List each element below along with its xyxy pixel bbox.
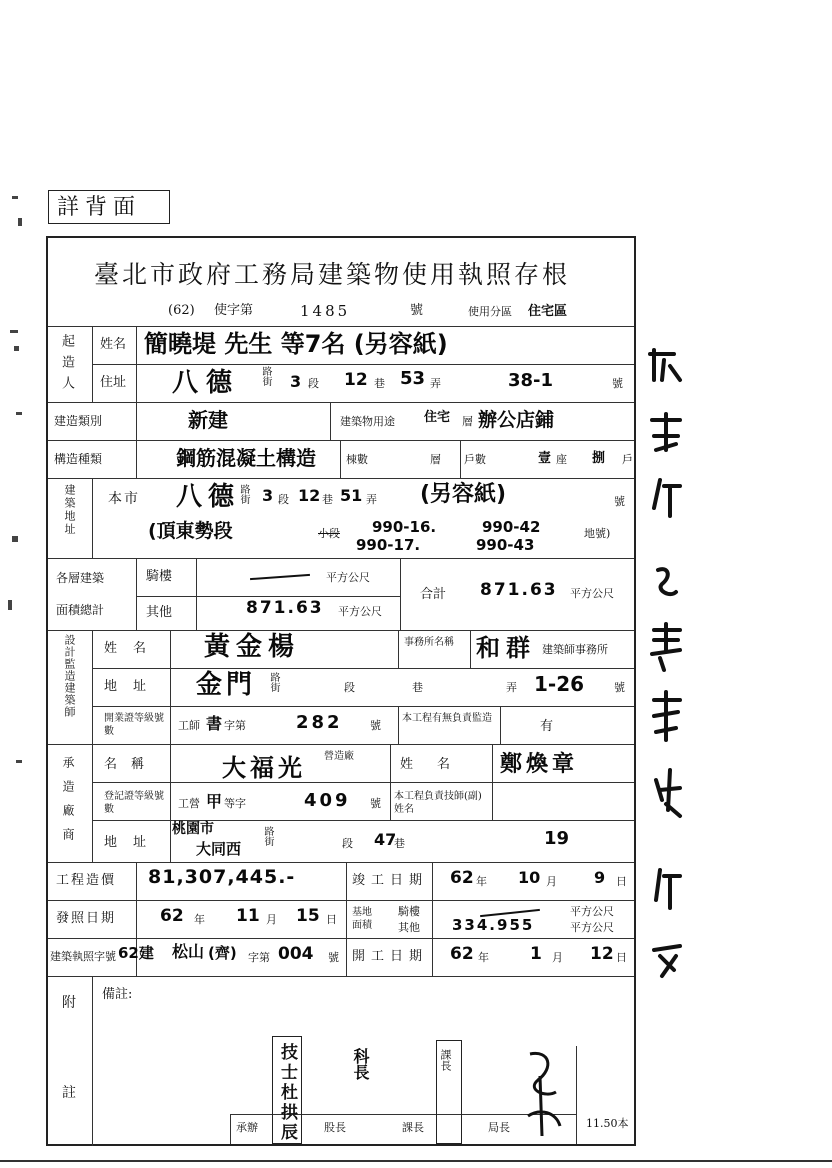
build-permit-type: (齊) (208, 944, 237, 962)
site-no-unit: 號 (614, 495, 625, 508)
designer-cert-class: 書 (206, 714, 223, 733)
site-other-label: 其他 (398, 921, 420, 934)
issue-day-unit: 日 (326, 913, 337, 926)
start-year: 62 (450, 944, 474, 964)
contractor-lane: 47 (374, 830, 397, 849)
designer-office-label: 事務所名稱 (404, 637, 454, 648)
contractor-addr-label: 地址 (104, 835, 163, 850)
site-road-unit: 路街 (238, 484, 249, 504)
footer-code: 11.50本 (586, 1117, 629, 1130)
floor-area-label1: 各層建築 (56, 571, 105, 585)
site-parcel-prefix: (頂東勢段 (148, 520, 233, 542)
issue-year: 62 (160, 906, 184, 926)
stamp-director: 課長 (436, 1040, 462, 1144)
applicant-road: 八德 (172, 368, 241, 398)
other-label: 其他 (146, 605, 173, 620)
applicant-no: 38-1 (508, 370, 554, 391)
completion-month-unit: 月 (546, 875, 557, 888)
header-tag: 詳背面 (57, 195, 142, 220)
build-permit-year: 62建 (118, 944, 154, 962)
designer-cert-unit: 號 (370, 719, 381, 732)
issue-date-label: 發照日期 (56, 911, 117, 926)
handwritten-signature (520, 1046, 570, 1142)
sign-cell1: 承辦 (236, 1121, 258, 1134)
completion-month: 10 (518, 868, 541, 887)
site-arcade-label: 騎樓 (398, 905, 420, 918)
total-unit: 平方公尺 (570, 587, 614, 600)
contractor-addr-no: 19 (544, 828, 570, 849)
site-sec-unit: 段 (278, 493, 289, 506)
applicant-lane: 12 (344, 370, 368, 390)
contractor-road-unit: 路街 (262, 826, 273, 846)
contractor-city: 桃園市 (172, 821, 214, 837)
applicant-no-unit: 號 (612, 377, 623, 390)
structure-seat-unit: 座 (556, 453, 567, 466)
sign-cell4: 局長 (488, 1121, 510, 1134)
license-suffix: 號 (410, 303, 424, 318)
start-date-label: 開工日期 (352, 949, 429, 964)
build-permit-unit: 號 (328, 951, 339, 964)
structure-households-value: 捌 (592, 451, 606, 466)
contractor-lane-unit: 巷 (394, 837, 405, 850)
designer-supervise-value: 有 (540, 719, 554, 734)
contractor-engineer-label: 本工程負責技師(副)姓名 (394, 791, 482, 815)
issue-month-unit: 月 (266, 913, 277, 926)
remarks-side-bottom: 註 (62, 1085, 76, 1101)
site-alley: 51 (340, 486, 363, 505)
contractor-name-suffix: 營造廠 (324, 751, 354, 762)
designer-name-label: 姓名 (104, 641, 163, 656)
contractor-reg-prefix: 工營 (178, 797, 200, 810)
structure-household-unit: 戶 (622, 453, 633, 466)
site-lot-label: 地號) (584, 527, 611, 540)
license-number: 1485 (300, 302, 351, 320)
site-sec: 3 (262, 486, 274, 505)
completion-day: 9 (594, 868, 606, 887)
site-unit2: 平方公尺 (570, 921, 614, 934)
zoning-value: 住宅區 (528, 304, 568, 319)
designer-cert-prefix: 工師 (178, 719, 200, 732)
contractor-person-label: 姓名 (400, 757, 475, 772)
usage-floors-label: 層 (462, 415, 473, 428)
zoning-label: 使用分區 (468, 305, 512, 318)
other-unit: 平方公尺 (338, 605, 382, 618)
site-lane: 12 (298, 486, 321, 505)
site-lots4: 990-43 (476, 536, 535, 554)
header-tag-box (48, 190, 170, 224)
completion-year: 62 (450, 868, 474, 888)
structure-households-label: 戶數 (464, 453, 486, 466)
contractor-reg-no: 409 (304, 790, 351, 811)
designer-addr-no: 1-26 (534, 672, 585, 696)
designer-cert-mid: 字第 (224, 719, 246, 732)
start-month: 1 (530, 944, 542, 964)
applicant-group-label: 起造人 (59, 334, 74, 397)
designer-addr-no-unit: 號 (614, 681, 625, 694)
total-label: 合計 (420, 587, 447, 602)
designer-office: 和群 (476, 634, 536, 662)
applicant-name: 簡曉堤 先生 等7名 (另容紙) (144, 330, 448, 358)
site-other-value: 334.955 (452, 916, 535, 934)
applicant-lane-unit: 巷 (374, 377, 385, 390)
arcade-unit: 平方公尺 (326, 571, 370, 584)
build-category-label: 建造類別 (54, 414, 103, 428)
start-year-unit: 年 (478, 951, 489, 964)
applicant-sec: 3 (290, 372, 302, 391)
site-unit1: 平方公尺 (570, 905, 614, 918)
contractor-name-label: 名稱 (104, 757, 159, 772)
contractor-road: 大同西 (196, 840, 242, 858)
site-note: (另容紙) (420, 482, 507, 507)
designer-cert-no: 282 (296, 712, 343, 733)
contractor-person: 鄭煥章 (500, 752, 579, 777)
structure-floors-unit: 層 (430, 453, 441, 466)
applicant-alley: 53 (400, 368, 426, 389)
site-prefix: 本市 (108, 491, 140, 507)
contractor-reg-label: 登記證等級號數 (104, 791, 164, 815)
contractor-name: 大福光 (222, 754, 306, 782)
arcade-label: 騎樓 (146, 569, 173, 584)
scan-edge (0, 1160, 832, 1162)
cost-value: 81,307,445.- (148, 866, 296, 888)
designer-name: 黃金楊 (204, 632, 301, 662)
designer-supervise-label: 本工程有無負責監造 (402, 713, 492, 724)
contractor-reg-unit: 號 (370, 797, 381, 810)
build-permit-mid: 字第 (248, 951, 270, 964)
build-permit-label: 建築執照字號 (50, 950, 116, 963)
site-area-label: 基地面積 (352, 907, 372, 931)
remarks-label: 備註: (102, 987, 133, 1002)
build-permit-district: 松山 (172, 942, 205, 961)
license-prefix: 使字第 (214, 303, 254, 318)
applicant-sec-unit: 段 (308, 377, 319, 390)
contractor-reg-mid: 等字 (224, 797, 246, 810)
sign-cell3: 課長 (402, 1121, 424, 1134)
stamp-engineer: 技士杜拱辰 (272, 1036, 302, 1144)
site-lane-unit: 巷 (322, 493, 333, 506)
form-title: 臺北市政府工務局建築物使用執照存根 (94, 260, 571, 289)
start-day-unit: 日 (616, 951, 627, 964)
designer-addr-label: 地址 (104, 679, 163, 694)
floor-area-label2: 面積總計 (56, 603, 105, 617)
contractor-group-label: 承造廠商 (61, 756, 75, 852)
issue-day: 15 (296, 906, 320, 926)
start-day: 12 (590, 944, 614, 964)
site-subsec: 小段 (318, 527, 340, 540)
applicant-name-label: 姓名 (100, 337, 127, 352)
applicant-addr-label: 住址 (100, 375, 127, 390)
issue-month: 11 (236, 906, 260, 926)
structure-count-label: 棟數 (346, 453, 368, 466)
start-month-unit: 月 (552, 951, 563, 964)
designer-group-label: 設計監造建築師 (63, 634, 76, 718)
build-permit-number: 004 (278, 944, 314, 964)
remarks-side-top: 附 (62, 995, 76, 1011)
sign-cell2: 股長 (324, 1121, 346, 1134)
contractor-sec-unit: 段 (342, 837, 353, 850)
site-group-label: 建築地址 (63, 484, 76, 536)
designer-road-unit: 路街 (268, 672, 279, 692)
build-category-value: 新建 (188, 408, 228, 432)
bleed-through-marks (640, 340, 700, 1020)
usage-value: 住宅 (424, 410, 451, 425)
cost-label: 工程造價 (56, 873, 117, 888)
site-lots3: 990-17. (356, 536, 421, 554)
total-value: 871.63 (480, 580, 558, 600)
license-year: (62) (168, 303, 195, 318)
designer-alley-unit: 弄 (506, 681, 517, 694)
designer-lane-unit: 巷 (412, 681, 423, 694)
contractor-reg-class: 甲 (206, 792, 223, 811)
site-road: 八德 (176, 482, 241, 512)
designer-cert-label: 開業證等級號數 (104, 713, 164, 737)
issue-year-unit: 年 (194, 913, 205, 926)
structure-label: 構造種類 (54, 452, 103, 466)
completion-label: 竣工日期 (352, 873, 429, 888)
applicant-road-unit: 路街 (260, 366, 271, 386)
designer-road: 金門 (196, 670, 257, 700)
usage-value2: 辦公店鋪 (478, 409, 555, 431)
structure-value: 鋼筋混凝土構造 (176, 446, 316, 470)
designer-office-suffix: 建築師事務所 (542, 643, 608, 656)
site-alley-unit: 弄 (366, 493, 377, 506)
structure-building-count: 壹 (538, 451, 552, 466)
site-lots1: 990-16. (372, 518, 437, 536)
stamp-section-chief: 科長 (351, 1048, 370, 1080)
applicant-alley-unit: 弄 (430, 377, 441, 390)
designer-sec-unit: 段 (344, 681, 355, 694)
usage-label: 建築物用途 (340, 415, 395, 428)
completion-day-unit: 日 (616, 875, 627, 888)
site-lots2: 990-42 (482, 518, 541, 536)
other-value: 871.63 (246, 598, 324, 618)
completion-year-unit: 年 (476, 875, 487, 888)
